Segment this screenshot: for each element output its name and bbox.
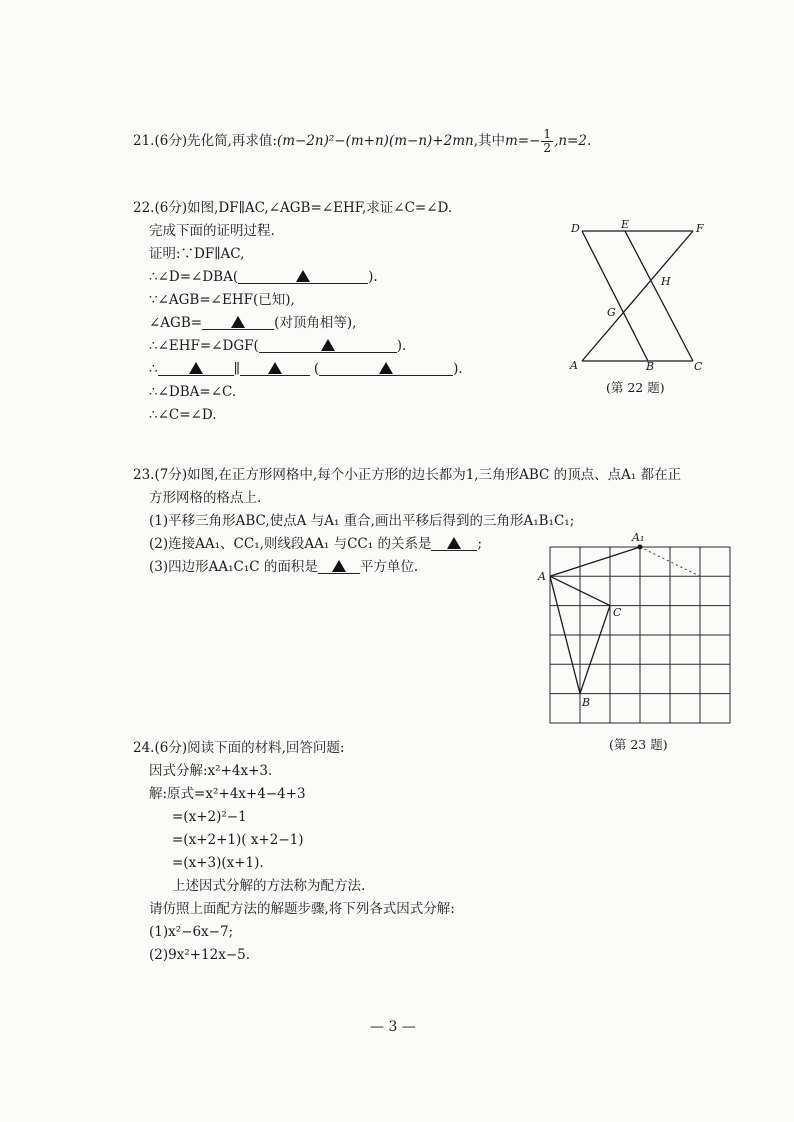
q24-method: 上述因式分解的方法称为配方法. xyxy=(172,878,366,894)
q24-score: (6分) xyxy=(154,740,188,756)
q22-number: 22. xyxy=(133,200,155,216)
label-A: A xyxy=(570,359,578,372)
segment-EC xyxy=(625,231,693,361)
q22-step6-mid: ∥ xyxy=(233,361,240,377)
q22-step3: ∵∠AGB=∠EHF(已知), xyxy=(149,292,295,308)
q22-step2 xyxy=(149,268,378,286)
triangle-ABC xyxy=(550,547,640,694)
q24-intro: 阅读下面的材料,回答问题: xyxy=(187,740,345,756)
q22-step8: ∴∠C=∠D. xyxy=(149,407,217,423)
q22-step1: 证明:∵DF∥AC, xyxy=(149,246,245,262)
label-C: C xyxy=(694,360,703,373)
label-A: A xyxy=(538,570,546,583)
q22-step5-post: ). xyxy=(396,338,407,354)
q23-part2-pre: (2)连接AA₁、CC₁,则线段AA₁ 与CC₁ 的关系是 xyxy=(149,536,432,552)
q24-heading xyxy=(133,739,344,757)
q22-blank-3[interactable] xyxy=(259,337,397,353)
answer-triangle-icon xyxy=(332,560,346,572)
q21-expression: (m−2n)²−(m+n)(m−n)+2mn xyxy=(276,133,474,149)
q22-step2-post: ). xyxy=(368,269,378,285)
q22-blank-5[interactable] xyxy=(240,360,310,376)
q23-caption: (第 23 题) xyxy=(609,737,668,752)
answer-triangle-icon xyxy=(189,362,203,374)
q24-number: 24. xyxy=(133,740,155,756)
q21-frac-num: 1 xyxy=(543,127,552,141)
q24-p2: (2)9x²+12x−5. xyxy=(149,947,251,963)
q22-step7: ∴∠DBA=∠C. xyxy=(149,384,237,400)
q24-sol1: 解:原式=x²+4x+4−4+3 xyxy=(149,786,306,802)
q23-part3-pre: (3)四边形AA₁C₁C 的面积是 xyxy=(149,559,318,575)
q22-statement: 如图,DF∥AC,∠AGB=∠EHF,求证∠C=∠D. xyxy=(187,200,453,216)
label-D: D xyxy=(571,222,580,235)
label-B: B xyxy=(646,360,655,373)
q21-n-part: ,n=2. xyxy=(554,133,592,149)
q22-step5 xyxy=(149,337,406,355)
q23-part1: (1)平移三角形ABC,使点A 与A₁ 重合,画出平移后得到的三角形A₁B₁C₁; xyxy=(149,513,575,529)
q22-step4 xyxy=(149,314,356,332)
page-number: — 3 — xyxy=(370,1019,416,1035)
q22-caption: (第 22 题) xyxy=(606,380,665,395)
q23-part2 xyxy=(149,535,482,553)
label-H: H xyxy=(661,275,671,288)
q21-fraction xyxy=(541,128,553,155)
q21-line xyxy=(133,128,591,155)
q23-blank-1[interactable] xyxy=(431,535,477,551)
q22-step4-post: (对顶角相等), xyxy=(274,315,357,331)
answer-triangle-icon xyxy=(296,270,310,282)
q21-m-lhs: m=− xyxy=(504,133,541,149)
label-A1: A₁ xyxy=(632,531,645,544)
q21-frac-den: 2 xyxy=(543,141,552,155)
q21-number: 21. xyxy=(133,133,155,149)
q22-step4-pre: ∠AGB= xyxy=(149,315,203,331)
q23-line1 xyxy=(133,466,681,484)
q22-blank-6[interactable] xyxy=(319,360,453,376)
q23-blank-2[interactable] xyxy=(318,558,360,574)
q22-step6-post: ). xyxy=(453,361,463,377)
label-F: F xyxy=(696,222,704,235)
label-G: G xyxy=(607,306,616,319)
q22-step6-pre: ∴ xyxy=(149,361,158,377)
q22-blank-4[interactable] xyxy=(158,360,234,376)
q22-step6 xyxy=(149,360,463,378)
q24-sol3: =(x+2+1)( x+2−1) xyxy=(172,832,304,848)
q21-score: (6分) xyxy=(154,133,188,149)
label-B: B xyxy=(582,696,591,709)
q22-step2-pre: ∴∠D=∠DBA( xyxy=(149,269,239,285)
square-grid xyxy=(550,547,730,723)
q23-text1: 如图,在正方形网格中,每个小正方形的边长都为1,三角形ABC 的顶点、点A₁ 都在正 xyxy=(187,467,682,483)
q23-part3 xyxy=(149,558,418,576)
q24-sol4: =(x+3)(x+1). xyxy=(172,855,264,871)
q23-part3-post: 平方单位. xyxy=(359,559,419,575)
q21-text: 先化简,再求值: xyxy=(187,133,277,149)
point-A1 xyxy=(638,545,643,550)
q23-line2: 方形网格的格点上. xyxy=(149,490,262,506)
q24-ask: 请仿照上面配方法的解题步骤,将下列各式因式分解: xyxy=(149,901,455,917)
q22-step5-pre: ∴∠EHF=∠DGF( xyxy=(149,338,259,354)
q22-blank-1[interactable] xyxy=(238,268,368,284)
q24-task: 因式分解:x²+4x+3. xyxy=(149,763,273,779)
q24-p1: (1)x²−6x−7; xyxy=(149,924,234,940)
label-C: C xyxy=(613,606,622,619)
q23-part2-post: ; xyxy=(477,536,483,552)
q22-figure xyxy=(560,215,720,375)
q22-score: (6分) xyxy=(154,200,188,216)
label-E: E xyxy=(621,218,630,231)
q23-score: (7分) xyxy=(154,467,188,483)
answer-triangle-icon xyxy=(268,362,282,374)
q21-where: ,其中 xyxy=(473,133,505,149)
answer-triangle-icon xyxy=(321,339,335,351)
q22-step6-open: ( xyxy=(313,361,320,377)
answer-triangle-icon xyxy=(379,362,393,374)
q24-sol2: =(x+2)²−1 xyxy=(172,809,247,825)
q22-heading xyxy=(133,199,452,217)
q23-grid-figure xyxy=(530,528,740,734)
answer-triangle-icon xyxy=(447,537,461,549)
q22-instruction: 完成下面的证明过程. xyxy=(149,223,275,239)
q22-blank-2[interactable] xyxy=(202,314,274,330)
answer-triangle-icon xyxy=(231,316,245,328)
q23-number: 23. xyxy=(133,467,155,483)
